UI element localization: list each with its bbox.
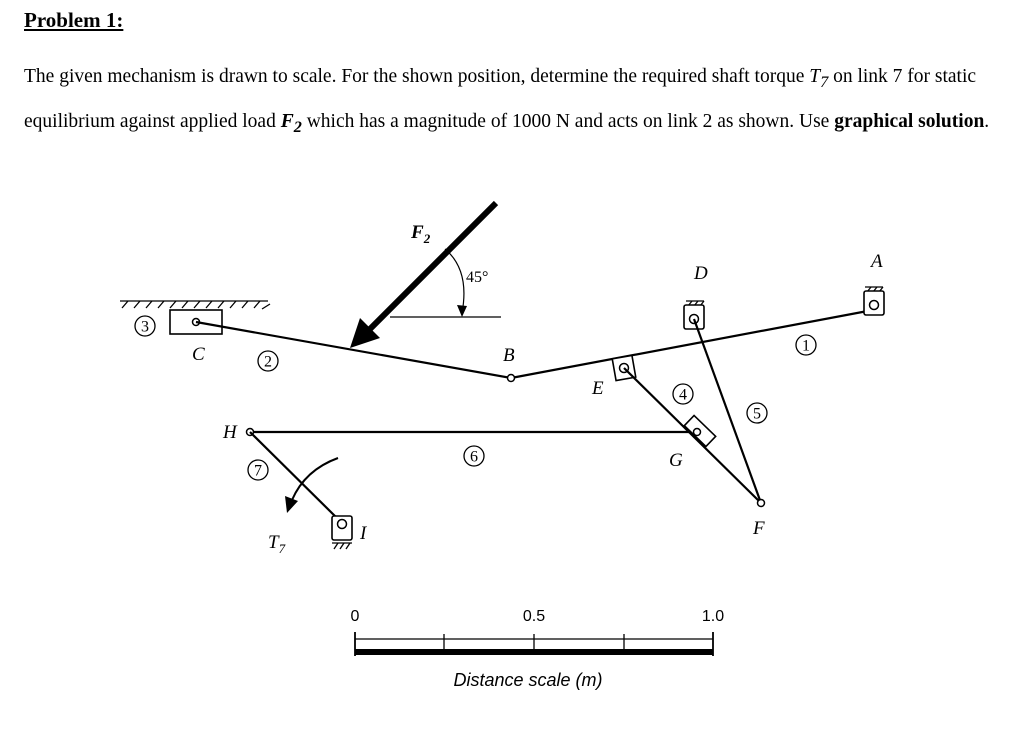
scale-tick-1-0: 1.0	[701, 608, 725, 625]
scale-caption: Distance scale (m)	[453, 670, 603, 690]
problem-heading: Problem 1:	[24, 8, 124, 32]
link-4	[624, 368, 761, 503]
torque-t7-label: $T_7$	[268, 532, 286, 556]
angle-arc	[445, 249, 464, 313]
statement-part-4: .	[984, 110, 990, 132]
scale-tick-0-5: 0.5	[522, 608, 546, 625]
statement-part-2: on link 7 for static equilibrium against applied load	[24, 66, 977, 132]
label-c: C	[192, 344, 205, 365]
torque-symbol: $T_7$	[809, 66, 829, 91]
link-number-7: 7	[254, 462, 262, 480]
pin-g	[694, 429, 701, 436]
ground-hatch-i	[332, 543, 352, 549]
force-f2-label: $F_2$	[411, 222, 431, 246]
label-f: F	[753, 518, 765, 539]
torque-t7-arrowhead	[285, 496, 298, 513]
label-b: B	[503, 345, 515, 366]
angle-label: 45°	[466, 269, 489, 286]
force-f2-line	[366, 203, 496, 333]
label-a: A	[871, 251, 883, 272]
pin-f	[758, 500, 765, 507]
link-number-6: 6	[470, 448, 478, 466]
link-2	[196, 322, 511, 378]
link-number-1: 1	[802, 337, 810, 355]
force-symbol: $F_2$	[280, 110, 302, 136]
pin-i	[338, 520, 347, 529]
angle-arrowhead	[457, 305, 467, 317]
ground-hatch-c	[120, 301, 270, 309]
link-number-5: 5	[753, 405, 761, 423]
graphical-solution-emphasis: graphical solution	[834, 110, 985, 132]
scale-tick-0: 0	[350, 608, 360, 625]
label-e: E	[592, 378, 604, 399]
link-number-2: 2	[264, 353, 272, 371]
label-d: D	[694, 263, 708, 284]
label-i: I	[360, 523, 367, 544]
label-h: H	[223, 422, 237, 443]
statement-part-1: The given mechanism is drawn to scale. For the shown position, determine the required shaft torque	[24, 66, 810, 87]
pin-b	[508, 375, 515, 382]
pin-a	[870, 301, 879, 310]
link-number-4: 4	[679, 386, 687, 404]
distance-scale-bar	[355, 632, 713, 656]
link-number-3: 3	[141, 318, 149, 336]
statement-part-3: which has a magnitude of 1000 N and acts on link 2 as shown. Use	[301, 110, 835, 132]
label-g: G	[669, 450, 683, 471]
